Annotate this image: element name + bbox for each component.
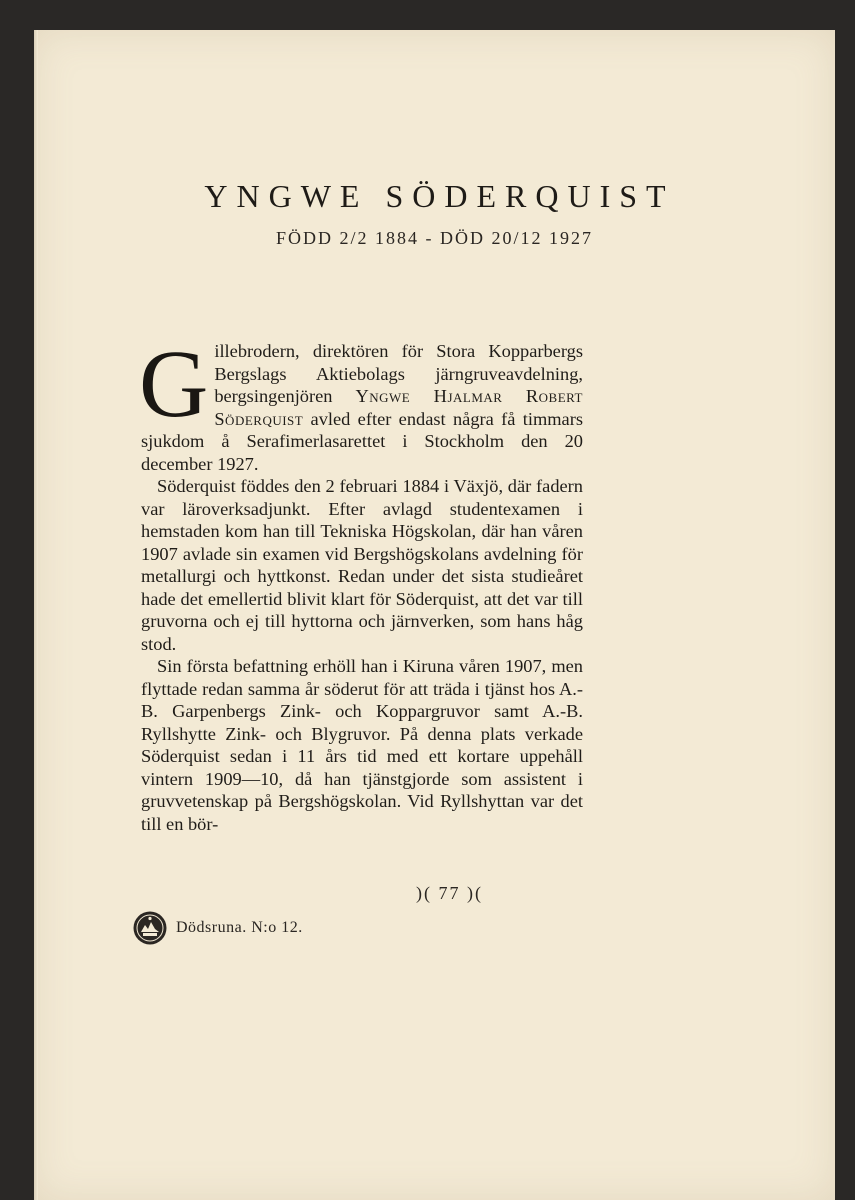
paragraph-2: Söderquist föddes den 2 februari 1884 i Växjö, där fadern var läroverksadjunkt. Efter avlagd studentexamen i hemstaden kom han till Tekniska Högskolan, där han våren 1907 avlade sin examen vid Bergshögskolans avdelning för metallurgi och hyttkonst. Redan under det sista studieåret hade det emellertid blivit klart för Söderquist, att det var till gruvorna och ej till hyttorna och järnverken, som hans håg stod. [141, 476, 583, 654]
obituary-text [139, 330, 583, 835]
deceased-name: Yngwe Hjalmar Robert Söderquist [214, 386, 583, 429]
page-sheet [34, 30, 835, 1200]
paragraph-1 [139, 330, 583, 475]
paragraph-1-end: avled efter endast några få timmars sjukdom å Serafimerlasarettet i Stockholm den 20 december 1927. [141, 408, 583, 474]
footer-signature [132, 910, 303, 946]
life-dates: FÖDD 2/2 1884 - DÖD 20/12 1927 [275, 228, 593, 248]
page-title: YNGWE SÖDERQUIST [204, 178, 675, 214]
footer-label: Dödsruna. N:o 12. [176, 919, 303, 936]
drop-cap: G [139, 330, 209, 437]
society-seal-icon [132, 910, 168, 946]
paragraph-1-start: illebrodern, direktören för Stora Kopparbergs Bergslags Aktiebolags järngruveavdelning, bergsingenjören [214, 341, 583, 406]
page-number: )( 77 )( [416, 883, 483, 903]
paragraph-3: Sin första befattning erhöll han i Kiruna våren 1907, men flyttade redan samma år söderut för att träda i tjänst hos A.-B. Garpenbergs Zink- och Koppargruvor samt A.-B. Ryllshytte Zink- och Blygruvor. På denna plats verkade Söderquist sedan i 11 års tid med ett kortare uppehåll vintern 1909—10, då han tjänstgjorde som assistent i gruvvetenskap på Bergshögskolan. Vid Ryllshyttan var det till en bör- [141, 656, 583, 834]
